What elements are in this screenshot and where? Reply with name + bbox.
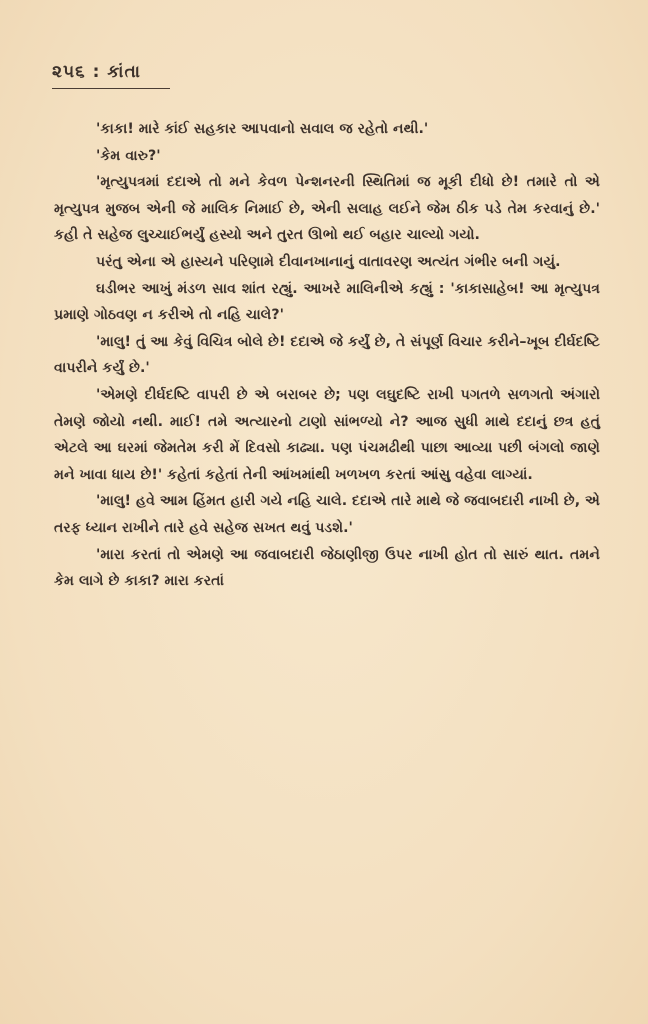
paragraph: 'કેમ વારુ?'	[96, 147, 161, 164]
paragraph: 'માલુ! હવે આમ હિંમત હારી ગયે નહિ ચાલે. દદાએ તારે માથે જે જવાબદારી નાખી છે, એ તરફ ધ્યાન રાખીને તારે હવે સહેજ સખત થવું પડશે.'	[54, 493, 600, 536]
paragraph: 'એમણે દીર્ઘદષ્ટિ વાપરી છે એ બરાબર છે; પણ લઘુદષ્ટિ રાખી પગતળે સળગતો અંગારો તેમણે જોયો નથી. માઈ! તમે અત્યારનો ટાણો સાંભળ્યો ને? આજ સુધી માથે દદાનું છત્ર હતું એટલે આ ઘરમાં જેમતેમ કરી મેં દિવસો કાઢ્યા. પણ પંચમઢીથી પાછા આવ્યા પછી બંગલો જાણે મને ખાવા ધાય છે!' કહેતાં કહેતાં તેની આંખમાંથી ખળખળ કરતાં આંસુ વહેવા લાગ્યાં.	[54, 386, 600, 483]
running-head: ૨૫૬ : કાંતા	[52, 62, 141, 82]
paragraph: પરંતુ એના એ હાસ્યને પરિણામે દીવાનખાનાનું વાતાવરણ અત્યંત ગંભીર બની ગયું.	[96, 253, 561, 270]
paragraph: 'કાકા! મારે કાંઈ સહકાર આપવાનો સવાલ જ રહેતો નથી.'	[96, 121, 429, 137]
page-body	[54, 116, 600, 595]
paragraph: 'મૃત્યુપત્રમાં દદાએ તો મને કેવળ પેન્શનરની સ્થિતિમાં જ મૂકી દીધો છે! તમારે તો એ મૃત્યુપત્ર મુજબ એની જે માલિક નિમાઈ છે, એની સલાહ લઈને જેમ ઠીક પડે તેમ કરવાનું છે.' કહી તે સહેજ લુચ્ચાઈભર્યું હસ્યો અને તુરત ઊભો થઈ બહાર ચાલ્યો ગયો.	[54, 174, 600, 244]
paragraph: 'માલુ! તું આ કેવું વિચિત્ર બોલે છે! દદાએ જે કર્યું છે, તે સંપૂર્ણ વિચાર કરીને–ખૂબ દીર્ઘદષ્ટિ વાપરીને કર્યું છે.'	[54, 333, 600, 377]
paragraph: 'મારા કરતાં તો એમણે આ જવાબદારી જેઠાણીજી ઉપર નાખી હોત તો સારું થાત. તમને કેમ લાગે છે કાકા? મારા કરતાં	[54, 546, 600, 590]
header-underline	[52, 88, 170, 89]
paragraph: ઘડીભર આખું મંડળ સાવ શાંત રહ્યું. આખરે માલિનીએ કહ્યું : 'કાકાસાહેબ! આ મૃત્યુપત્ર પ્રમાણે ગોઠવણ ન કરીએ તો નહિ ચાલે?'	[54, 280, 600, 324]
